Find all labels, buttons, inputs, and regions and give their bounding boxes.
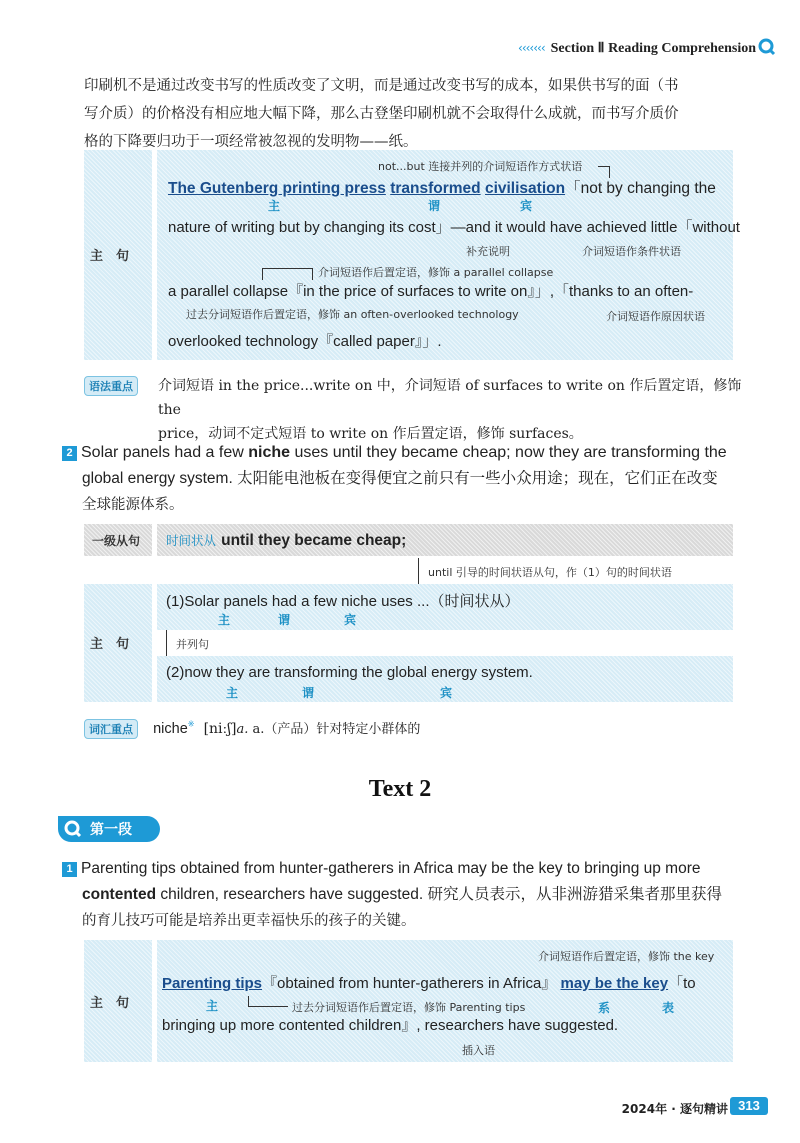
connector-line	[262, 268, 263, 280]
box1-annotation-top: not...but 连接并列的介词短语作方式状语	[378, 160, 583, 173]
intro-line: 印刷机不是通过改变书写的性质改变了文明，而是通过改变书写的成本，如果供书写的面（书	[84, 78, 679, 94]
keyword: niche	[248, 444, 291, 461]
annotation-reason: 介词短语作原因状语	[606, 310, 705, 323]
annotation-supplement: 补充说明	[466, 245, 510, 258]
footer	[622, 1098, 728, 1117]
text2-title: Text 2	[368, 776, 432, 802]
annotation-insert: 插入语	[462, 1044, 495, 1057]
gloss-link: 系	[598, 1001, 611, 1015]
vocab-badge: 词汇重点	[84, 719, 138, 739]
sentence-line: 的育儿技巧可能是培养出更幸福快乐的孩子的关键。	[82, 913, 416, 929]
annotation-until: until 引导的时间状语从句，作（1）句的时间状语	[428, 566, 672, 579]
grammar-badge: 语法重点	[84, 376, 138, 396]
chevrons-decoration: ‹‹‹‹‹‹‹	[518, 41, 545, 55]
subject: The Gutenberg printing press	[168, 180, 386, 197]
gloss-predicative: 表	[662, 1001, 675, 1015]
paragraph-tag	[58, 816, 160, 842]
vocab-ipa: [niːʃ]	[203, 721, 237, 737]
connector-line	[248, 1006, 288, 1007]
paragraph-tag-label: 第一段	[90, 822, 132, 838]
gloss-object: 宾	[344, 613, 357, 627]
annotation-past-participle: 过去分词短语作后置定语，修饰 an often-overlooked technology	[186, 308, 519, 321]
sentence-number: 1	[62, 862, 77, 877]
box1-label: 主 句	[90, 249, 130, 264]
search-icon	[64, 820, 82, 838]
sentence-line: 全球能源体系。	[82, 497, 184, 513]
annotation-mid: 介词短语作后置定语，修饰 a parallel collapse	[318, 266, 554, 279]
grammar-line: price，动词不定式短语 to write on 作后置定语，修饰 surfaces。	[158, 426, 583, 442]
box2-sub-clause	[166, 530, 406, 550]
object: civilisation	[484, 180, 566, 197]
vocab-star: ※	[187, 719, 195, 729]
clause-text: until they became cheap;	[221, 532, 407, 549]
box1-line2: nature of writing but by changing its cost」—and it would have achieved little「without	[168, 219, 740, 236]
connector-line	[312, 268, 313, 280]
gloss-object: 宾	[440, 686, 453, 700]
sentence-text: Solar panels had a few	[81, 444, 249, 461]
grammar-point	[84, 374, 744, 446]
annotation-past-participle: 过去分词短语作后置定语，修饰 Parenting tips	[292, 1001, 526, 1014]
box2-sub-label: 一级从句	[92, 534, 141, 548]
connector-line	[262, 268, 312, 269]
gloss-verb: 谓	[278, 613, 291, 627]
annotation-condition: 介词短语作条件状语	[582, 245, 681, 258]
modifier: 『obtained from hunter-gatherers in Africa』	[262, 975, 557, 992]
sentence-2	[62, 440, 742, 518]
gloss-subject: 主	[226, 686, 239, 700]
box1-line1	[168, 176, 716, 198]
clause-tag: 时间状从	[166, 533, 217, 548]
box1-line4: overlooked technology『called paper』」.	[168, 333, 442, 350]
keyword: contented	[82, 886, 157, 903]
gloss-verb: 谓	[428, 199, 441, 213]
connector-line	[166, 630, 167, 656]
footer-text: 2024年 · 逐句精讲	[621, 1102, 728, 1116]
gloss-subject: 主	[206, 999, 219, 1013]
vocab-pos: a.	[236, 722, 249, 737]
box2-row2: (2)now they are transforming the global energy system.	[166, 664, 533, 681]
annotation-parallel: 并列句	[176, 638, 209, 651]
section-title: Section Ⅱ Reading Comprehension	[550, 40, 756, 56]
search-icon	[758, 38, 776, 56]
intro-line: 格的下降要归功于一项经常被忽视的发明物——纸。	[84, 134, 418, 150]
gloss-subject: 主	[218, 613, 231, 627]
box3-line1	[162, 972, 696, 993]
vocab-definition: a.（产品）针对特定小群体的	[248, 722, 421, 737]
page-number: 313	[730, 1097, 768, 1115]
intro-paragraph	[84, 72, 754, 156]
sentence-line: global energy system. 太阳能电池板在变得便宜之前只有一些小众用途；现在，它们正在改变	[82, 470, 718, 487]
sentence-3	[62, 856, 742, 934]
gloss-subject: 主	[268, 199, 281, 213]
vocab-word: niche	[153, 721, 188, 737]
vocab-point	[84, 718, 420, 739]
sentence-text: uses until they became cheap; now they are transforming the	[290, 444, 727, 461]
connector-line	[248, 996, 249, 1006]
box3-annotation-top: 介词短语作后置定语，修饰 the key	[538, 950, 715, 963]
box3-label: 主 句	[90, 996, 130, 1011]
box2-label: 主 句	[90, 637, 130, 652]
line-rest: 「not by changing the	[565, 180, 716, 197]
box2-row1: (1)Solar panels had a few niche uses ...（时间状从）	[166, 593, 520, 610]
sentence-text: Parenting tips obtained from hunter-gatherers in Africa may be the key to bringing up more	[81, 860, 701, 877]
connector-line	[418, 558, 419, 586]
box1-line3: a parallel collapse『in the price of surfaces to write on』」,「thanks to an often-	[168, 283, 694, 300]
sentence-text: children, researchers have suggested. 研究人员表示，从非洲游猎采集者那里获得	[156, 886, 722, 903]
gloss-object: 宾	[520, 199, 533, 213]
intro-line: 写介质）的价格没有相应地大幅下降，那么古登堡印刷机就不会取得什么成就，而书写介质价	[84, 106, 679, 122]
subject: Parenting tips	[162, 975, 263, 992]
gloss-verb: 谓	[302, 686, 315, 700]
line-rest: 「to	[668, 975, 696, 992]
grammar-line: 介词短语 in the price...write on 中，介词短语 of surfaces to write on 作后置定语，修饰 the	[158, 378, 742, 418]
box3-line2: bringing up more contented children』, researchers have suggested.	[162, 1017, 619, 1034]
predicate: may be the key	[560, 975, 669, 992]
sentence-number: 2	[62, 446, 77, 461]
verb: transformed	[390, 180, 481, 197]
header	[518, 38, 756, 58]
